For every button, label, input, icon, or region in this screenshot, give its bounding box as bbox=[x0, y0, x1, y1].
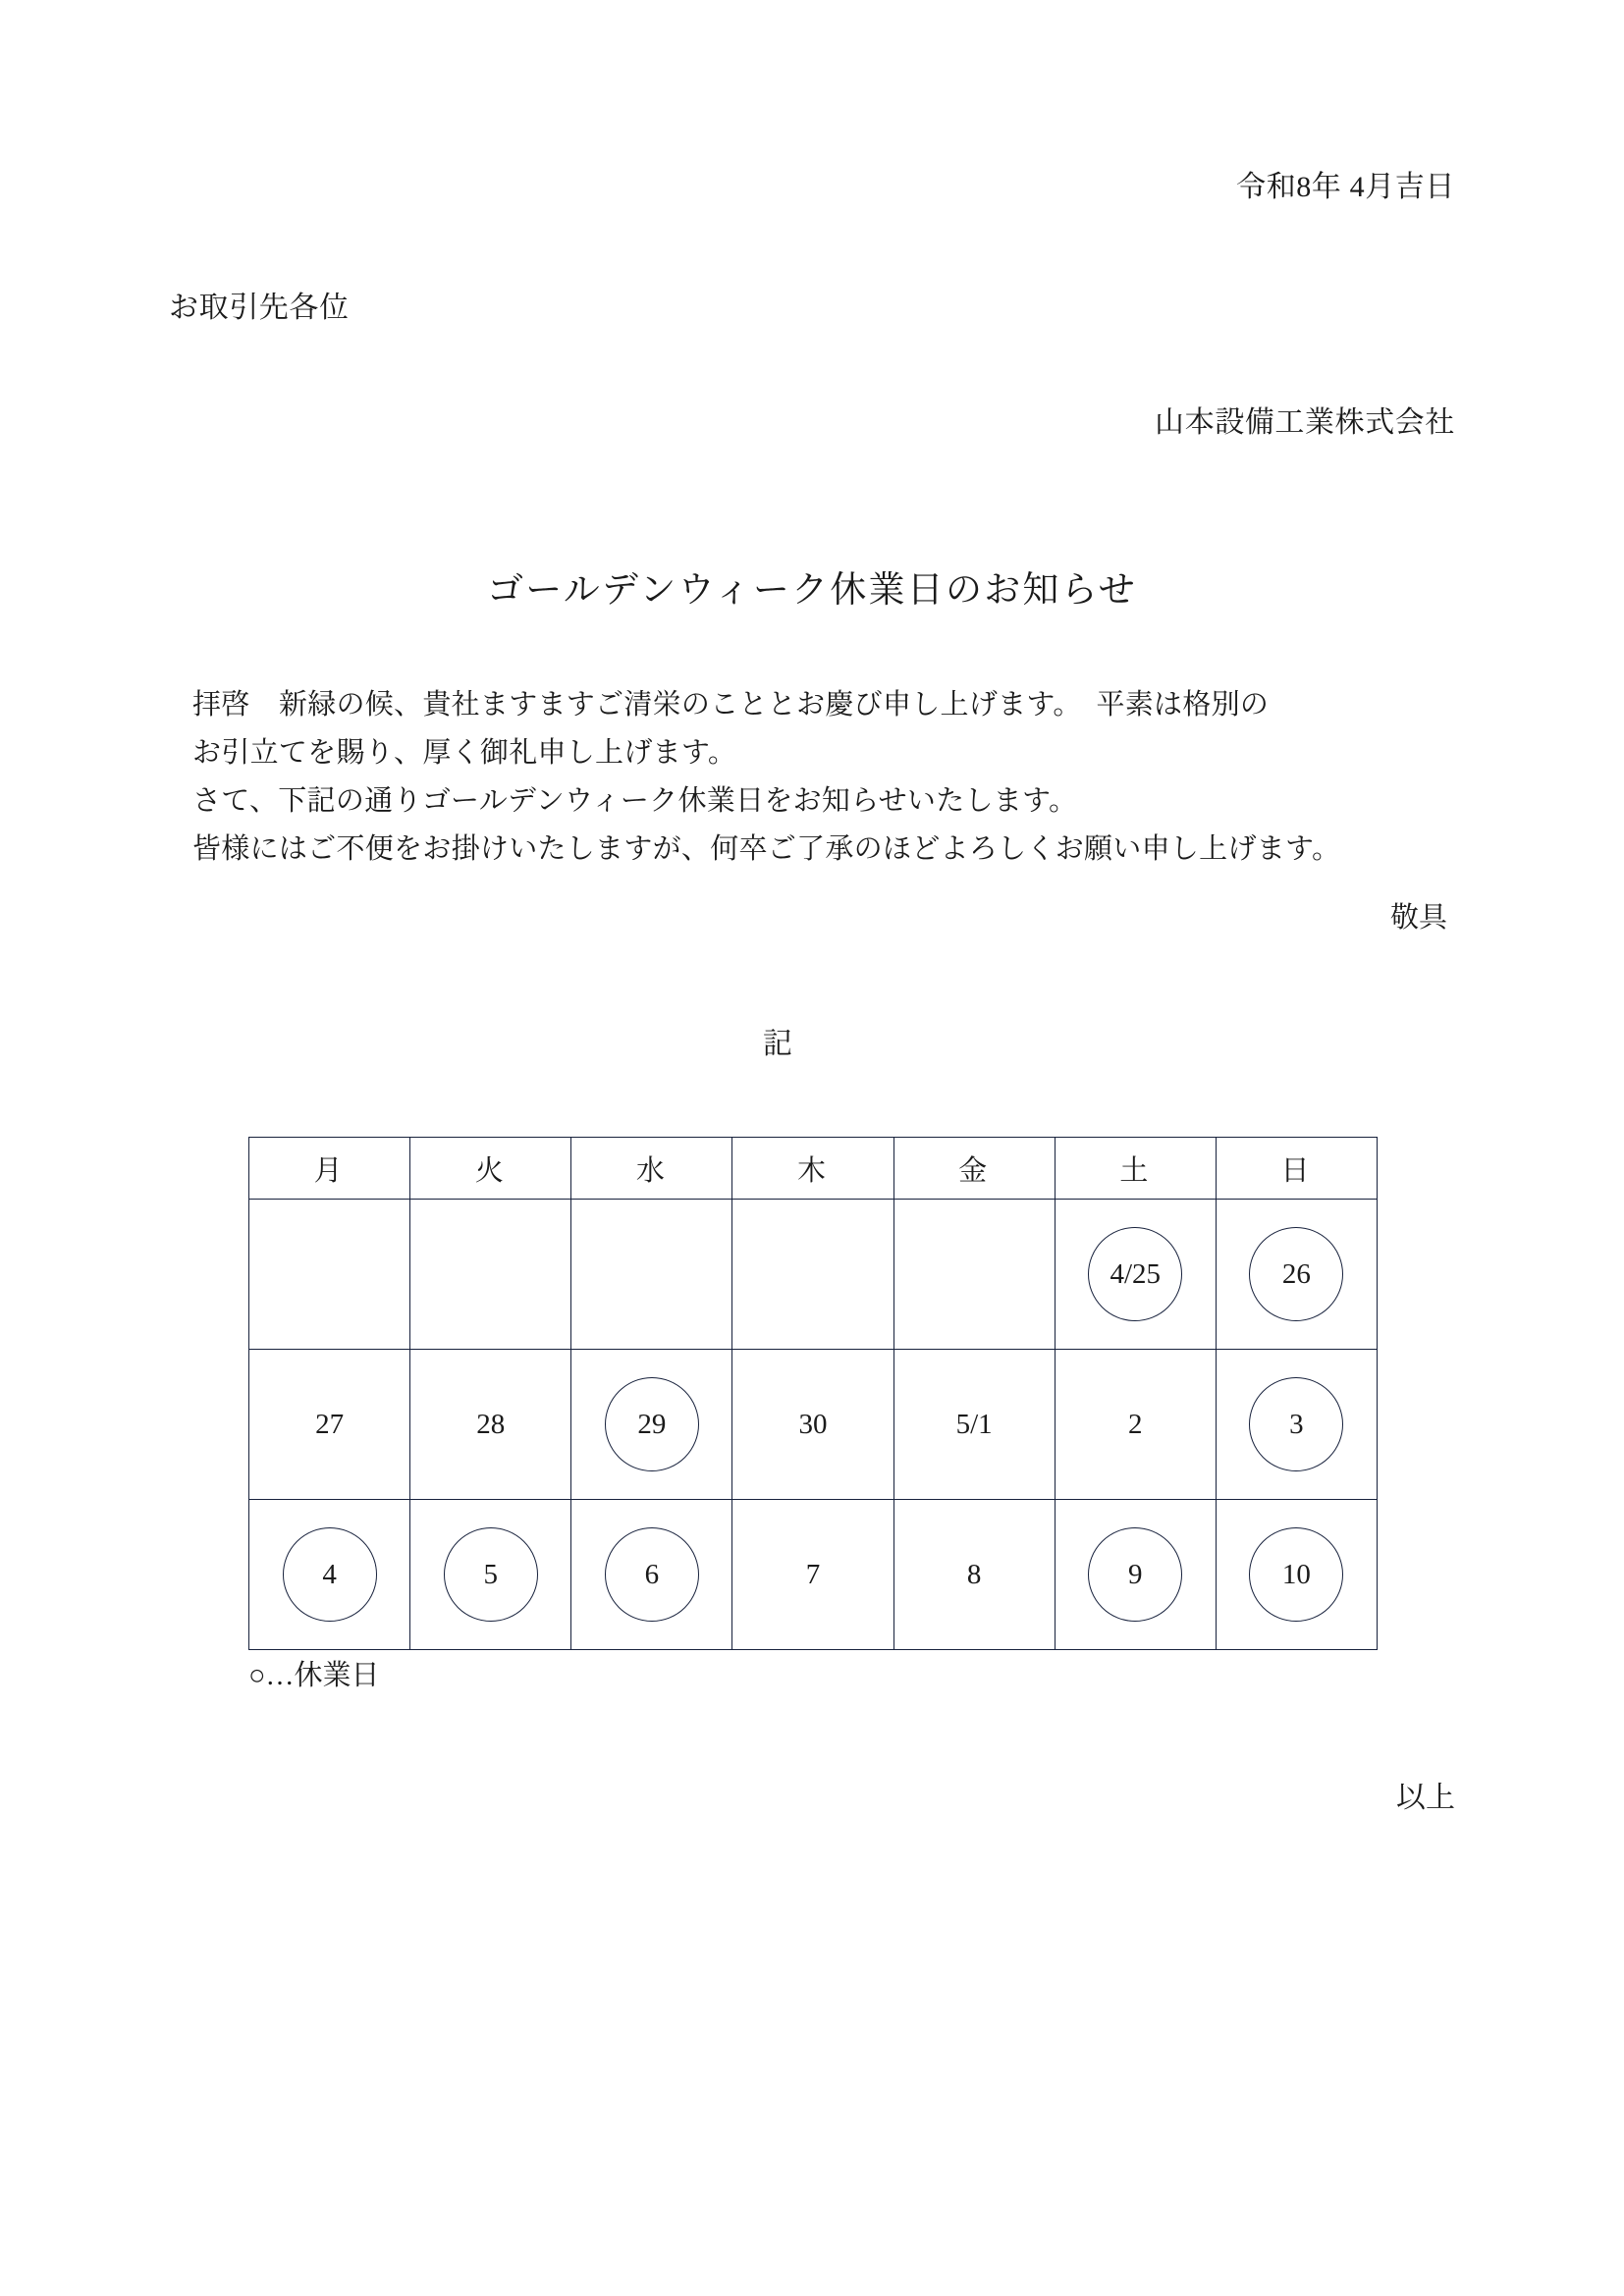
calendar-cell bbox=[1216, 1500, 1377, 1650]
calendar-cell bbox=[249, 1500, 410, 1650]
day-number bbox=[284, 1228, 376, 1320]
day-number-holiday: 3 bbox=[1249, 1377, 1343, 1471]
day-number: 27 bbox=[315, 1408, 345, 1440]
calendar-cell bbox=[249, 1200, 410, 1350]
calendar-cell bbox=[732, 1200, 893, 1350]
column-header-sat: 土 bbox=[1055, 1138, 1216, 1200]
body-paragraph: お引立てを賜り、厚く御礼申し上げます。 bbox=[192, 736, 737, 769]
table-row bbox=[249, 1350, 1378, 1500]
day-number-holiday: 29 bbox=[605, 1377, 699, 1471]
table-row bbox=[249, 1200, 1378, 1350]
body-paragraph: さて、下記の通りゴールデンウィーク休業日をお知らせいたします。 bbox=[192, 784, 1078, 817]
date-line: 令和8年 4月吉日 bbox=[1236, 171, 1455, 203]
day-number: 2 bbox=[1128, 1408, 1143, 1440]
day-number-holiday: 6 bbox=[605, 1527, 699, 1622]
closing-salutation: 敬具 bbox=[1389, 902, 1447, 934]
calendar-cell bbox=[1216, 1350, 1377, 1500]
calendar-cell bbox=[893, 1200, 1055, 1350]
calendar-cell bbox=[732, 1500, 893, 1650]
calendar-container bbox=[248, 1137, 1378, 1650]
calendar-cell bbox=[571, 1500, 732, 1650]
calendar-cell bbox=[571, 1200, 732, 1350]
column-header-fri: 金 bbox=[893, 1138, 1055, 1200]
column-header-mon: 月 bbox=[249, 1138, 410, 1200]
calendar-cell bbox=[893, 1500, 1055, 1650]
day-number-holiday: 9 bbox=[1088, 1527, 1182, 1622]
calendar-cell bbox=[1216, 1200, 1377, 1350]
sender-line: 山本設備工業株式会社 bbox=[1155, 406, 1455, 439]
day-number: 30 bbox=[798, 1408, 828, 1440]
day-number bbox=[606, 1228, 698, 1320]
body-text bbox=[192, 682, 1459, 875]
recipient-line: お取引先各位 bbox=[169, 292, 350, 324]
column-header-sun: 日 bbox=[1216, 1138, 1377, 1200]
day-number bbox=[928, 1228, 1020, 1320]
day-number: 28 bbox=[476, 1408, 506, 1440]
column-header-thu: 木 bbox=[732, 1138, 893, 1200]
calendar-cell bbox=[410, 1500, 571, 1650]
ki-mark bbox=[0, 1019, 1624, 1062]
column-header-wed: 水 bbox=[571, 1138, 732, 1200]
calendar-cell bbox=[732, 1350, 893, 1500]
day-number-holiday: 26 bbox=[1249, 1227, 1343, 1321]
calendar-cell bbox=[249, 1350, 410, 1500]
table-header-row bbox=[249, 1138, 1378, 1200]
day-number-holiday: 4 bbox=[283, 1527, 377, 1622]
day-number: 8 bbox=[966, 1558, 982, 1590]
calendar-cell bbox=[893, 1350, 1055, 1500]
day-number-holiday: 4/25 bbox=[1088, 1227, 1182, 1321]
end-note: 以上 bbox=[1396, 1782, 1455, 1814]
holiday-calendar-table bbox=[248, 1137, 1378, 1650]
calendar-cell bbox=[1055, 1350, 1216, 1500]
calendar-cell bbox=[1055, 1200, 1216, 1350]
column-header-tue: 火 bbox=[410, 1138, 571, 1200]
day-number: 5/1 bbox=[955, 1408, 993, 1440]
page-title: ゴールデンウィーク休業日のお知らせ bbox=[487, 570, 1137, 611]
day-number bbox=[767, 1228, 859, 1320]
calendar-cell bbox=[410, 1350, 571, 1500]
body-paragraph: 拝啓 新緑の候、貴社ますますご清栄のこととお慶び申し上げます。 平素は格別の bbox=[192, 689, 1270, 721]
day-number bbox=[445, 1228, 537, 1320]
calendar-cell bbox=[571, 1350, 732, 1500]
table-row bbox=[249, 1500, 1378, 1650]
ki-mark-text: 記 bbox=[763, 1028, 792, 1060]
calendar-cell bbox=[410, 1200, 571, 1350]
calendar-cell bbox=[1055, 1500, 1216, 1650]
day-number: 7 bbox=[805, 1558, 821, 1590]
legend-text: ○…休業日 bbox=[248, 1660, 380, 1691]
day-number-holiday: 10 bbox=[1249, 1527, 1343, 1622]
day-number-holiday: 5 bbox=[444, 1527, 538, 1622]
body-paragraph: 皆様にはご不便をお掛けいたしますが、何卒ご了承のほどよろしくお願い申し上げます。 bbox=[192, 832, 1341, 865]
